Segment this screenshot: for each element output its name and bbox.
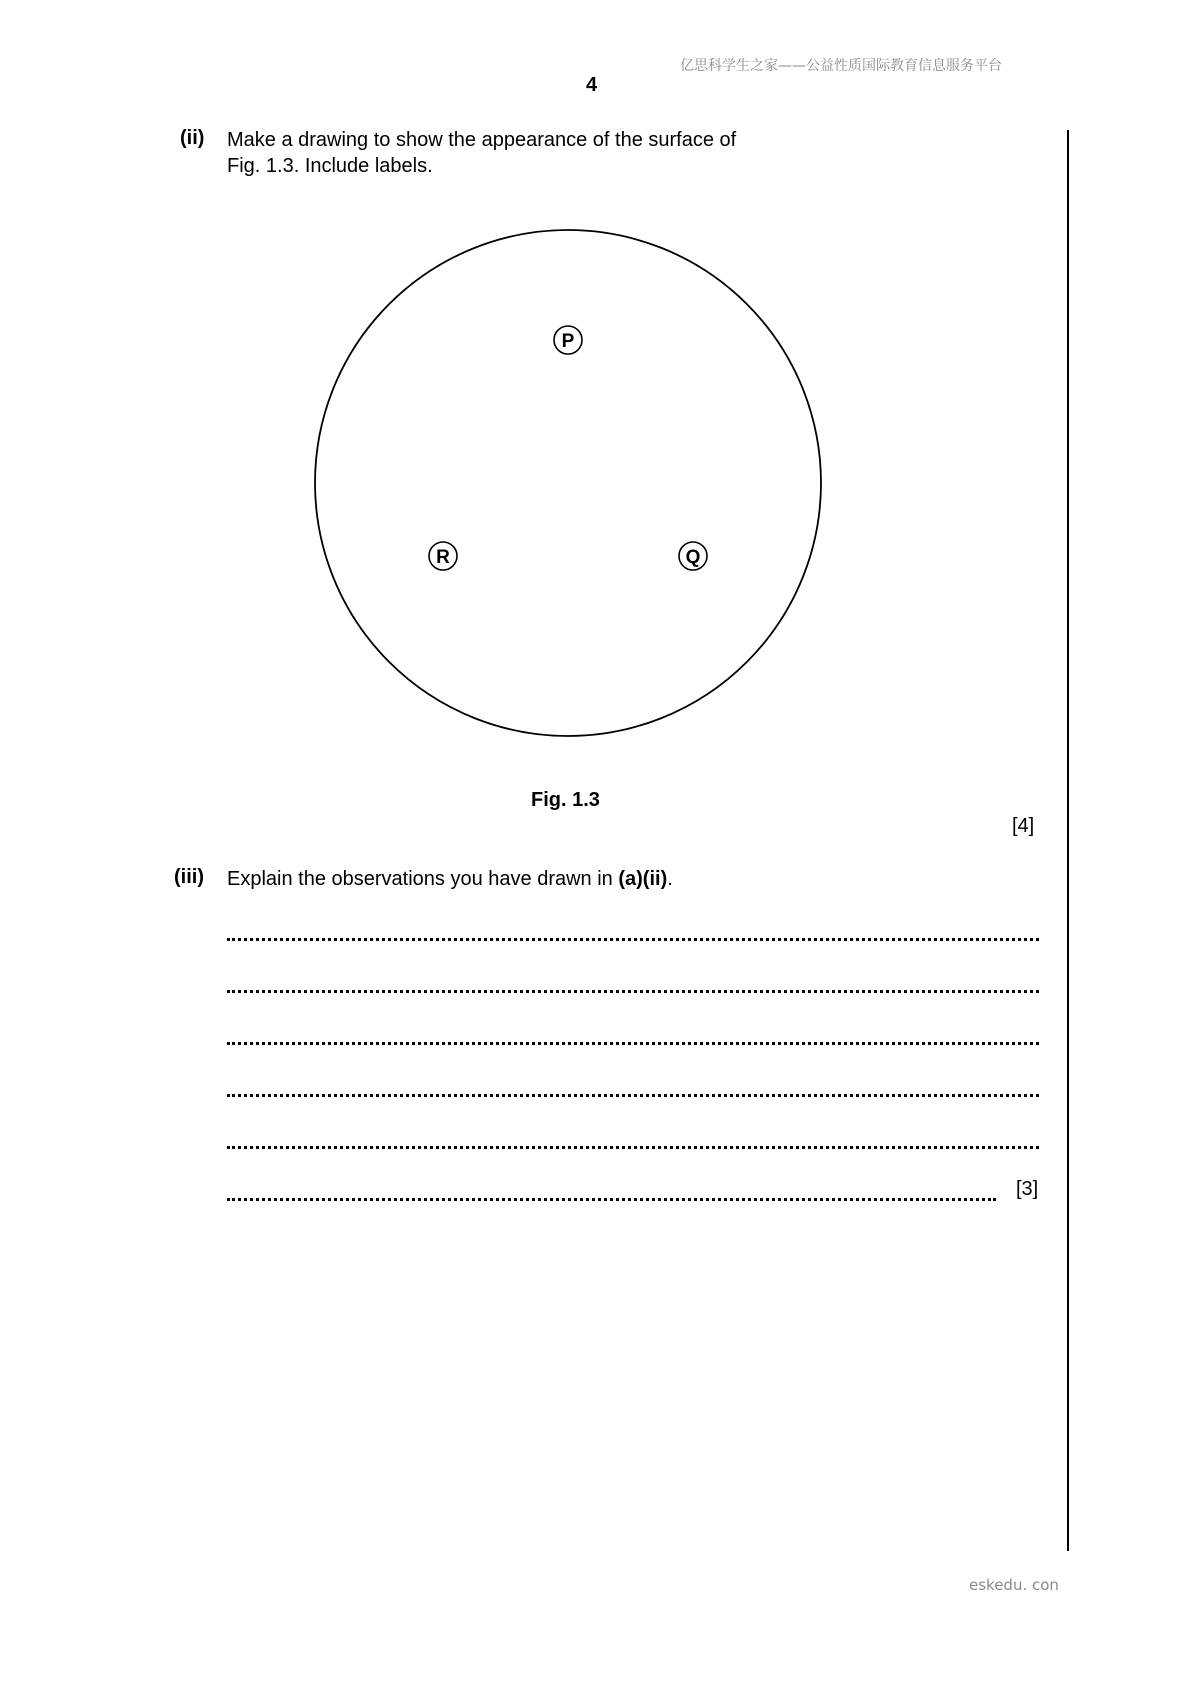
part-iii-period: .: [667, 868, 673, 890]
part-ii-line1: Make a drawing to show the appearance of the surface of: [227, 129, 737, 151]
part-ii-label: (ii): [180, 127, 205, 149]
figure-caption: Fig. 1.3: [531, 789, 600, 811]
part-iii-label: (iii): [174, 866, 204, 888]
answer-line-2[interactable]: [227, 990, 1039, 993]
watermark-bottom: eskedu. con: [969, 1576, 1059, 1594]
fig-1-3-diagram: [300, 220, 840, 760]
part-iii-reference: (a)(ii): [618, 868, 668, 890]
marker-q: [679, 542, 707, 570]
marks-part-ii: [4]: [1012, 815, 1035, 837]
marker-q-label: Q: [685, 547, 701, 568]
part-iii-text: Explain the observations you have drawn in: [227, 868, 619, 890]
surface-circle: [315, 230, 821, 736]
marks-part-iii: [3]: [1016, 1178, 1039, 1200]
answer-line-1[interactable]: [227, 938, 1039, 941]
answer-line-5[interactable]: [227, 1146, 1039, 1149]
marker-r-label: R: [436, 547, 450, 568]
margin-rule: [1067, 130, 1069, 1551]
part-ii-line2: Fig. 1.3. Include labels.: [227, 155, 433, 177]
part-ii-question: [227, 127, 736, 179]
answer-line-3[interactable]: [227, 1042, 1039, 1045]
marker-r: [429, 542, 457, 570]
marker-p: [554, 326, 582, 354]
part-iii-question: [227, 866, 673, 892]
marker-p-label: P: [561, 331, 575, 352]
answer-line-6[interactable]: [227, 1198, 996, 1201]
answer-line-4[interactable]: [227, 1094, 1039, 1097]
watermark-top: 亿思科学生之家——公益性质国际教育信息服务平台: [680, 58, 1002, 74]
page-number: 4: [586, 74, 598, 96]
